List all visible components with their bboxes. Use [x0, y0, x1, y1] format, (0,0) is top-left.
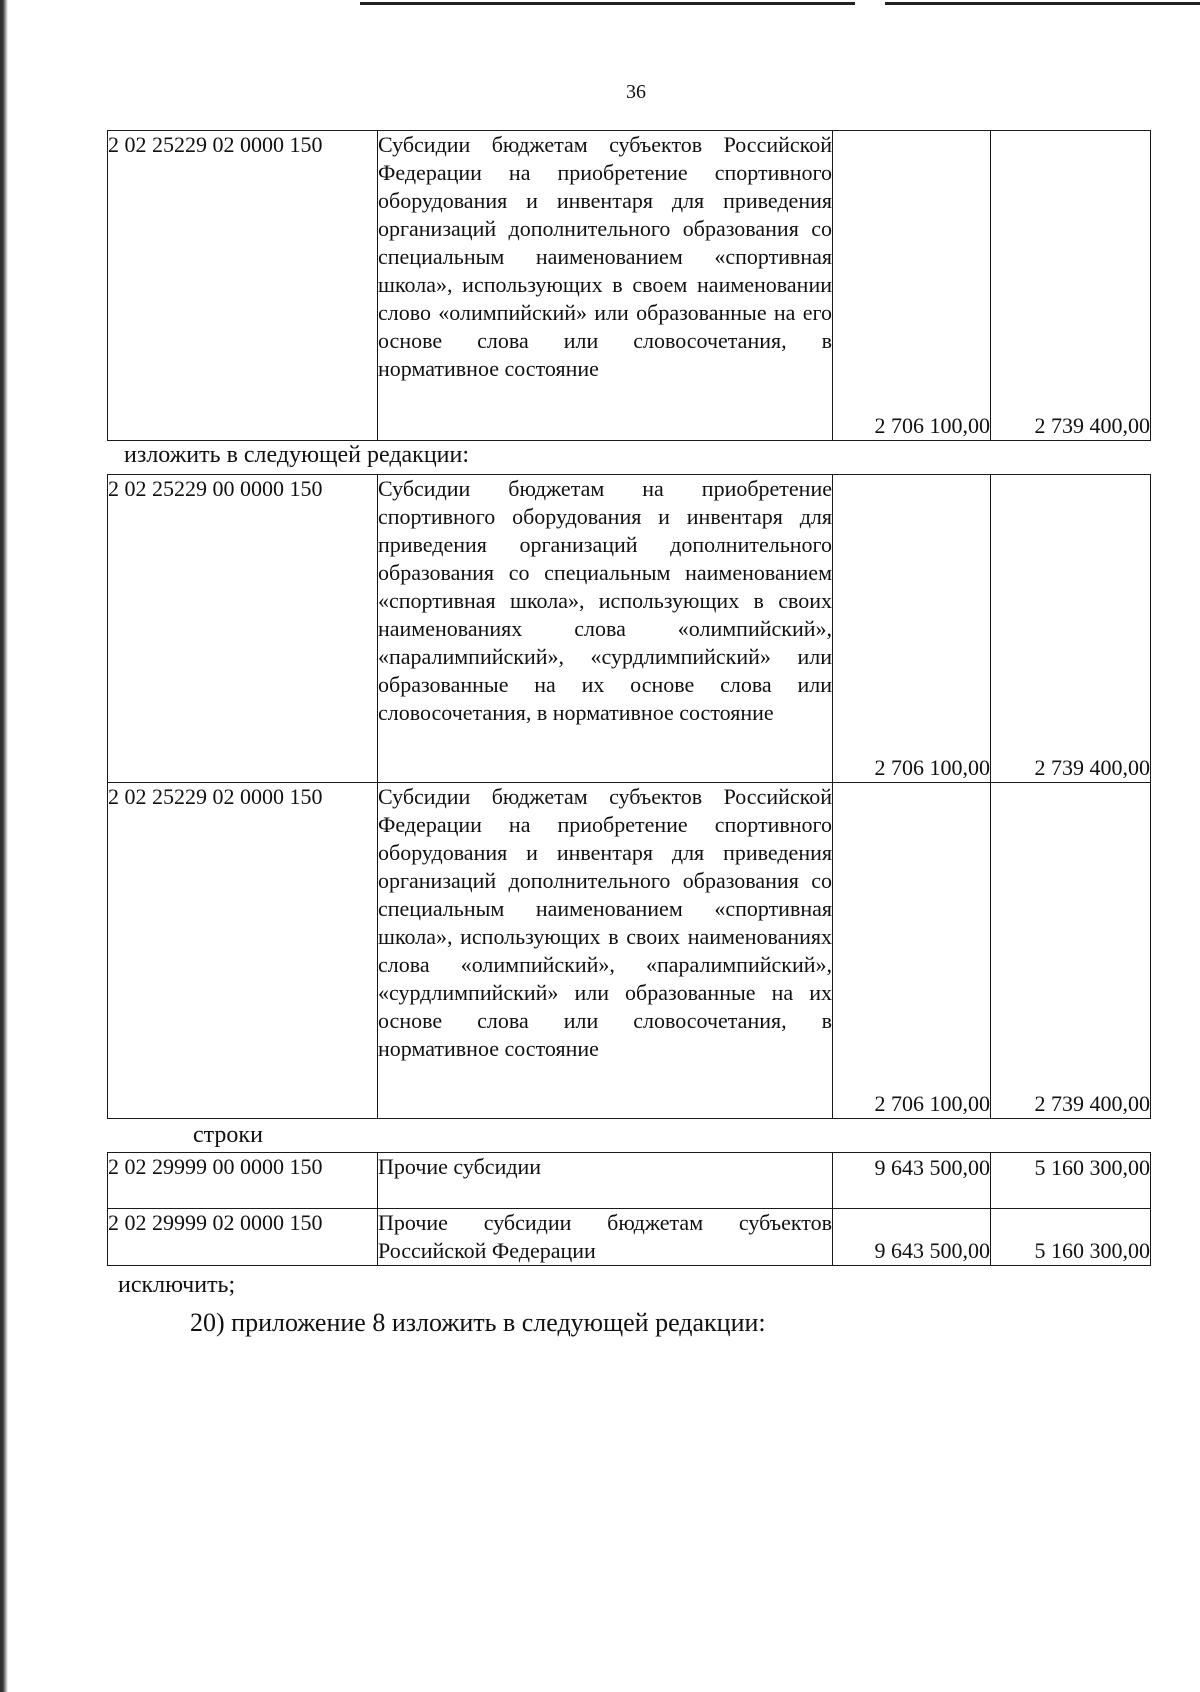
- budget-name-text: Прочие субсидии: [378, 1154, 542, 1179]
- amount-year-1: 9 643 500,00: [833, 1153, 991, 1209]
- budget-name: [378, 1209, 833, 1266]
- table-row: [108, 131, 1151, 441]
- amount-year-1: 2 706 100,00: [833, 475, 991, 783]
- budget-code: 2 02 25229 02 0000 150: [108, 131, 378, 441]
- table-row: [108, 475, 1151, 783]
- budget-code: 2 02 25229 02 0000 150: [108, 783, 378, 1119]
- budget-name-text: Прочие субсидии бюджетам субъектов Российской Федерации: [378, 1210, 832, 1263]
- budget-name-text: Субсидии бюджетам на приобретение спортивного оборудования и инвентаря для приведения организаций дополнительного образования со специальным наименованием «спортивная школа», использующих в своих наименованиях слова «олимпийский», «паралимпийский», «сурдлимпийский» или образованные на их основе слова или словосочетания, в нормативное состояние: [378, 476, 832, 725]
- budget-code: 2 02 25229 00 0000 150: [108, 475, 378, 783]
- amount-year-1: 9 643 500,00: [833, 1209, 991, 1266]
- budget-name: [378, 783, 833, 1119]
- amount-year-2: 5 160 300,00: [991, 1209, 1151, 1266]
- table-row: [108, 1209, 1151, 1266]
- scan-edge-top: [885, 2, 1200, 5]
- scan-edge-top: [360, 2, 855, 5]
- instruction-rows: строки: [193, 1122, 263, 1148]
- amount-year-2: 2 739 400,00: [991, 475, 1151, 783]
- instruction-edit: изложить в следующей редакции:: [124, 442, 470, 468]
- table-row: [108, 1153, 1151, 1209]
- budget-code: 2 02 29999 00 0000 150: [108, 1153, 378, 1209]
- budget-name: [378, 131, 833, 441]
- budget-table-new: [107, 474, 1151, 1119]
- budget-name-text: Субсидии бюджетам субъектов Российской Федерации на приобретение спортивного оборудования и инвентаря для приведения организаций дополнительного образования со специальным наименованием «спортивная школа», использующих в своем наименовании слово «олимпийский» или образованные на его основе слова или словосочетания, в нормативное состояние: [378, 132, 832, 381]
- budget-table-old: [107, 130, 1151, 441]
- budget-name-text: Субсидии бюджетам субъектов Российской Федерации на приобретение спортивного оборудования и инвентаря для приведения организаций дополнительного образования со специальным наименованием «спортивная школа», использующих в своих наименованиях слова «олимпийский», «паралимпийский», «сурдлимпийский» или образованные на их основе слова или словосочетания, в нормативное состояние: [378, 784, 832, 1061]
- scan-edge-left: [0, 0, 8, 1692]
- instruction-exclude: исключить;: [118, 1272, 236, 1298]
- budget-table-excluded: [107, 1152, 1151, 1266]
- amount-year-1: 2 706 100,00: [833, 131, 991, 441]
- budget-code: 2 02 29999 02 0000 150: [108, 1209, 378, 1266]
- amount-year-2: 2 739 400,00: [991, 131, 1151, 441]
- amount-year-2: 2 739 400,00: [991, 783, 1151, 1119]
- budget-name: [378, 475, 833, 783]
- amount-year-2: 5 160 300,00: [991, 1153, 1151, 1209]
- amount-year-1: 2 706 100,00: [833, 783, 991, 1119]
- budget-name: [378, 1153, 833, 1209]
- item-20-heading: 20) приложение 8 изложить в следующей редакции:: [190, 1308, 766, 1337]
- page-number: 36: [626, 81, 646, 103]
- table-row: [108, 783, 1151, 1119]
